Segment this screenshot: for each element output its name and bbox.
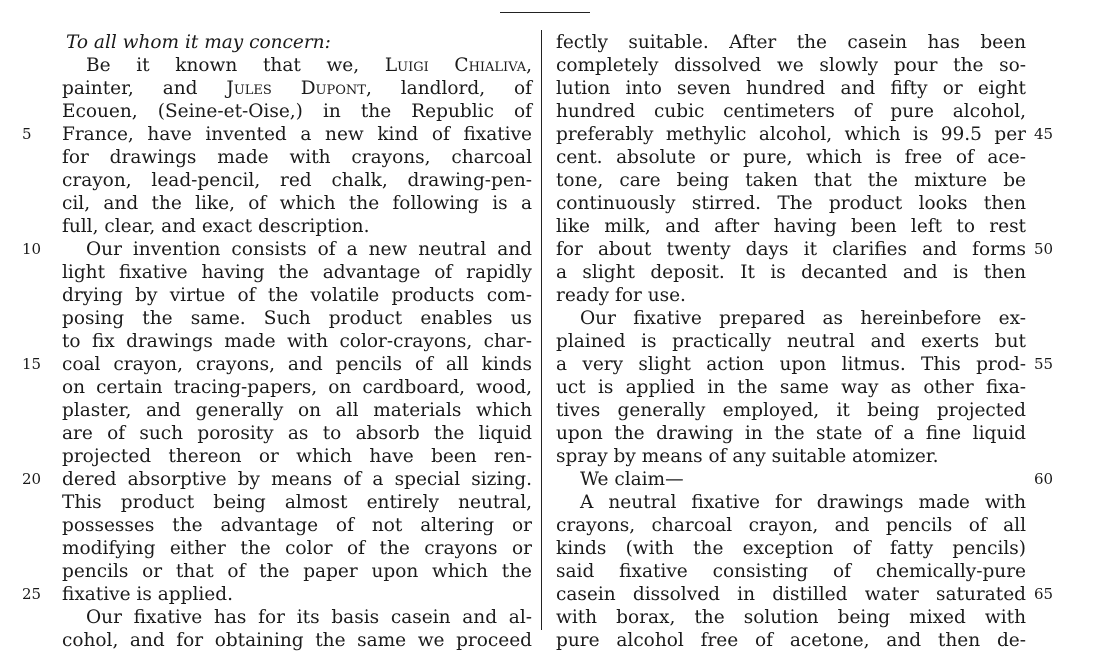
text-line: coal crayon, crayons, and pencils of all kinds <box>62 354 532 375</box>
line-number: 25 <box>22 585 42 603</box>
line-number: 15 <box>22 355 42 373</box>
left-column <box>62 31 532 652</box>
salutation: To all whom it may concern: <box>66 32 331 53</box>
text-line: continuously stirred. The product looks then <box>556 193 1026 214</box>
text-line: casein dissolved in distilled water saturated <box>556 584 1026 605</box>
text-line: A neutral fixative for drawings made with <box>580 492 1026 513</box>
text-line: projected thereon or which have been ren- <box>62 446 532 467</box>
text-line: plaster, and generally on all materials which <box>62 400 532 421</box>
text-line: tives generally employed, it being projected <box>556 400 1026 421</box>
text-line: on certain tracing-papers, on cardboard, wood, <box>62 377 532 398</box>
text-line: spray by means of any suitable atomizer. <box>556 446 939 467</box>
text-line: cent. absolute or pure, which is free of ace- <box>556 147 1026 168</box>
line-number: 20 <box>22 470 42 488</box>
text-line: posing the same. Such product enables us <box>62 308 532 329</box>
text-line: with borax, the solution being mixed with <box>556 607 1026 628</box>
line-number: 10 <box>22 240 42 258</box>
line-number: 65 <box>1034 585 1054 603</box>
text-line: a slight deposit. It is decanted and is then <box>556 262 1026 283</box>
text-line: said fixative consisting of chemically-pure <box>556 561 1026 582</box>
text-line: ready for use. <box>556 285 686 306</box>
text-line: fectly suitable. After the casein has been <box>556 32 1026 53</box>
text-line: uct is applied in the same way as other fixa- <box>556 377 1026 398</box>
text-line: like milk, and after having been left to rest <box>556 216 1026 237</box>
column-divider <box>541 30 542 630</box>
line-number: 60 <box>1034 470 1054 488</box>
claim-heading: We claim— <box>580 469 684 490</box>
text-line: light fixative having the advantage of rapidly <box>62 262 532 283</box>
inventor-name: Luigi Chialiva <box>384 55 527 76</box>
text-line: This product being almost entirely neutral, <box>62 492 532 513</box>
text-line: preferably methylic alcohol, which is 99.5 per <box>556 124 1026 145</box>
text-line: kinds (with the exception of fatty pencils) <box>556 538 1026 559</box>
right-column <box>556 31 1026 652</box>
text-line: plained is practically neutral and exerts but <box>556 331 1026 352</box>
text-line: hundred cubic centimeters of pure alcohol, <box>556 101 1026 122</box>
text-line: to fix drawings made with color-crayons, char- <box>62 331 532 352</box>
line-number: 45 <box>1034 125 1054 143</box>
text-line: tone, care being taken that the mixture be <box>556 170 1026 191</box>
text-line: modifying either the color of the crayons or <box>62 538 532 559</box>
text-line: for drawings made with crayons, charcoal <box>62 147 532 168</box>
text-line: Our fixative has for its basis casein and al- <box>86 607 532 628</box>
text-line: possesses the advantage of not altering or <box>62 515 532 536</box>
text-line: crayons, charcoal crayon, and pencils of all <box>556 515 1026 536</box>
text-line: dered absorptive by means of a special sizing. <box>62 469 532 490</box>
text-line: completely dissolved we slowly pour the so- <box>556 55 1026 76</box>
text-line: painter, and Jules Dupont, landlord, of <box>62 78 532 99</box>
text-line: cohol, and for obtaining the same we proceed <box>62 630 532 651</box>
text-line: for about twenty days it clarifies and forms <box>556 239 1026 260</box>
text-line: upon the drawing in the state of a fine liquid <box>556 423 1026 444</box>
text-line: a very slight action upon litmus. This prod- <box>556 354 1026 375</box>
text-line: cil, and the like, of which the following is a <box>62 193 532 214</box>
line-number: 5 <box>22 125 32 143</box>
text-line: France, have invented a new kind of fixative <box>62 124 532 145</box>
text-line: Be it known that we, Luigi Chialiva, <box>86 55 532 76</box>
text-line: are of such porosity as to absorb the liquid <box>62 423 532 444</box>
line-number: 55 <box>1034 355 1054 373</box>
text-line: full, clear, and exact description. <box>62 216 370 237</box>
text-line: crayon, lead-pencil, red chalk, drawing-pen- <box>62 170 532 191</box>
text-line: pencils or that of the paper upon which the <box>62 561 532 582</box>
inventor-name: Jules Dupont <box>226 78 366 99</box>
text-line: lution into seven hundred and fifty or eight <box>556 78 1026 99</box>
text-line: Our invention consists of a new neutral and <box>86 239 532 260</box>
line-number: 50 <box>1034 240 1054 258</box>
text-line: drying by virtue of the volatile products com- <box>62 285 532 306</box>
text-line: pure alcohol free of acetone, and then de- <box>556 630 1026 651</box>
text-line: Our fixative prepared as hereinbefore ex- <box>580 308 1026 329</box>
text-line: fixative is applied. <box>62 584 233 605</box>
header-rule <box>500 12 590 13</box>
text-line: Ecouen, (Seine-et-Oise,) in the Republic of <box>62 101 532 122</box>
